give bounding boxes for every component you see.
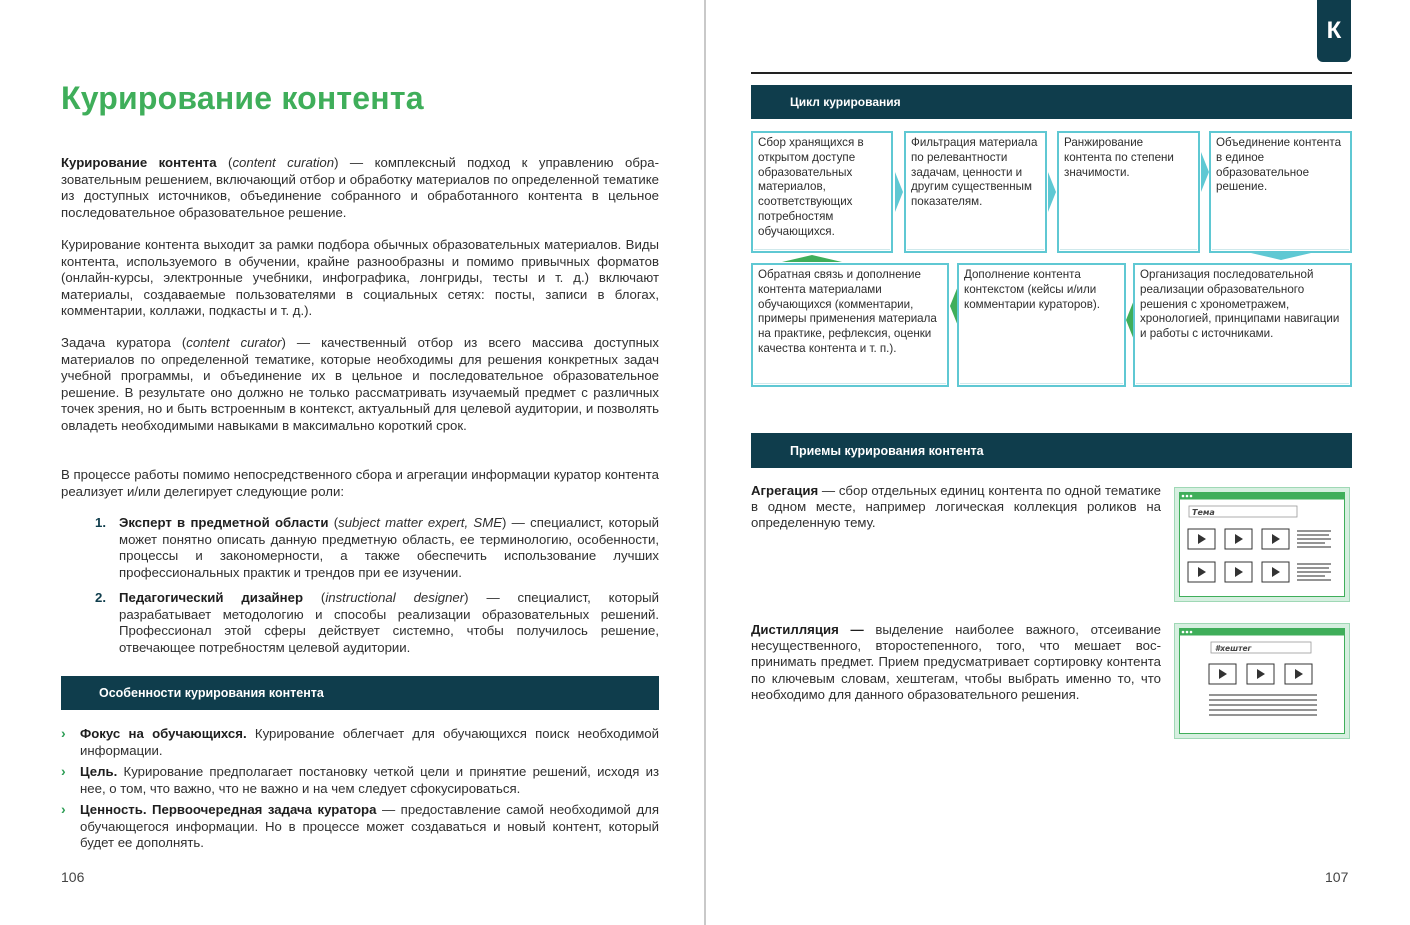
feature-item — [61, 802, 659, 852]
chevron-right-icon: › — [61, 725, 66, 741]
cycle-step: Организация последовательной реализации образовательного решения с хронометражем, хронологией, принципами навигации и работы с источниками. — [1133, 263, 1352, 387]
aggregation-illustration — [1174, 487, 1350, 602]
arrow-down-icon — [1251, 253, 1311, 260]
video-collection-icon — [1179, 492, 1345, 597]
role-term-en: subject matter expert, SME — [338, 515, 502, 530]
role-text: — специалист, который может понятно описать данную предметную область, ее терминологию, особенности, процессы и закономерности, а также обеспечить использование лучших профессиональных практик и трендов при ее изучении. — [119, 515, 659, 580]
role-number: 2. — [95, 590, 106, 605]
arrow-right-icon — [1201, 152, 1209, 192]
arrow-right-icon — [895, 172, 903, 212]
technique-aggregation — [751, 483, 1161, 532]
arrow-up-icon — [782, 255, 842, 262]
feature-lead: Ценность. Первоочередная задача куратора — [80, 802, 377, 817]
feature-text: Курирование предполагает постановку четкой цели и принятие решений, исходя из нее, о том, что важно, что не важно и на чем следует сфокусироваться. — [80, 764, 659, 796]
technique-lead: Дистилляция — — [751, 622, 864, 637]
feature-item — [61, 726, 659, 759]
hashtag-filter-icon — [1179, 628, 1345, 734]
technique-text: — сбор отдельных единиц контента по одной тематике в одном месте, например логическая коллекция роликов на определенную тему. — [751, 483, 1162, 531]
curator-text: ) — качественный отбор из всего массива доступных материалов по определенной тематике, которые необходимы для решения конкретных задач учебной программы, и объединение их в цельное и последовательное образовательное решение. В результате оно должно не только рассматривать изучаемый предмет с различных точек зрения, но и быть встроенным в контекст, актуальный для целевой аудитории, и позволять овладеть необходимыми навыками в максимально короткий срок. — [61, 335, 659, 433]
role-title: Педагогический дизайнер — [119, 590, 304, 605]
paragraph-definition: Курирование контента (content curation) — комплексный подход к управлению образовательным решением, включающий отбор и обработку материалов по определенной тематике из доступных источников, объединение собранного и обработанного контента в цельное последовательное образовательное решение. — [61, 155, 659, 220]
feature-lead: Фокус на обучающихся. — [80, 726, 247, 741]
header-rule — [751, 72, 1352, 74]
paragraph-content-types: Курирование контента выходит за рамки подбора обычных образовательных материалов. Виды контента, используемого в обучении, крайне разнообразны и помимо привычных форматов (онлайн-курсы, электронные учебники, инфографика, лонгриды, тесты и т. д.) включают материалы, создаваемые пользователями в социальных сетях: посты, записи в блогах, комментарии, коллажи, подкасты и т. д.). — [61, 237, 659, 319]
term: Курирование контента — [61, 155, 217, 170]
feature-text: Курирование облегчает для обучающихся поиск необходимой информации. — [80, 726, 659, 758]
features-heading: Особенности курирования контента — [61, 676, 659, 710]
cycle-step: Сбор хранящихся в открытом доступе образовательных материалов, соответствующих потребностям обучающихся. — [751, 131, 893, 253]
paragraph-roles-intro: В процессе работы помимо непосредственного сбора и агрегации информации куратор контента реализует и/или делегирует следующие роли: — [61, 467, 659, 499]
paragraph-curator-task — [61, 335, 659, 435]
illus-label: Тема — [1192, 508, 1215, 517]
role-item: 2. Педагогический дизайнер (instructional designer) — специалист, который разрабатывает методологию и способы реализации образовательных решений. Профессионал этой сферы действует системно, чтобы получилось решение, отвечающее потребностям целевой аудитории. — [95, 590, 660, 655]
feature-item — [61, 764, 659, 797]
right-page — [706, 0, 1410, 925]
cycle-heading: Цикл курирования — [751, 85, 1352, 119]
technique-text: выделение наиболее важного, отсеивание несущественного, второстепенного, того, что мешает воспринимать предмет. Прием предусматривает сортировку контента по ключевым словам, хештегам, чтобы выбрать именно то, что необходимо для данного образовательного решения. — [751, 622, 1161, 702]
technique-lead: Агрегация — [751, 483, 819, 498]
role-title: Эксперт в предметной области — [119, 515, 329, 530]
cycle-step: Ранжирование контента по степени значимости. — [1057, 131, 1200, 253]
curator-term-en: content curator — [186, 335, 282, 350]
role-item: 1. Эксперт в предметной области (subject matter expert, SME) — специалист, который может понятно описать данную предметную область, ее терминологию, особенности, процессы и закономерности, а также обеспечить использование лучших профессиональных практик и трендов при ее изучении. — [95, 515, 659, 580]
chevron-right-icon: › — [61, 763, 66, 779]
page-number: 106 — [61, 869, 85, 885]
role-text: — специалист, который разрабатывает методологию и способы реализации образовательных решений. Профессионал этой сферы действует системно, чтобы получилось решение, отвечающее потребностям целевой аудитории. — [119, 590, 660, 655]
technique-distillation — [751, 622, 1161, 703]
techniques-heading: Приемы курирования контента — [751, 433, 1352, 468]
role-term-en: instructional designer — [325, 590, 465, 605]
arrow-right-icon — [1048, 172, 1056, 212]
cycle-step: Обратная связь и дополнение контента материалами обучающихся (комментарии, примеры применения материала на практике, рефлексия, оценки качества контента и т. п.). — [751, 263, 949, 387]
chevron-right-icon: › — [61, 801, 66, 817]
feature-text: — предоставление самой необходимой для обучающегося информации. Но в процессе может создаваться и новый контент, который будет ее дополнять. — [80, 802, 659, 851]
curator-lead: Задача куратора ( — [61, 335, 187, 350]
illus-label: #хештег — [1215, 644, 1252, 653]
cycle-step: Объединение контента в единое образовательное решение. — [1209, 131, 1352, 253]
cycle-step: Дополнение контента контекстом (кейсы и/или комментарии кураторов). — [957, 263, 1126, 387]
page-title: Курирование контента — [61, 80, 424, 116]
page-number: 107 — [1325, 869, 1349, 885]
definition-text: комплексный подход к управлению образовательным решением, включающий отбор и обработку материалов по определенной тематике из доступных источников, объединение собранного и обработанного контента в цельное последовательное образовательное решение. — [61, 155, 659, 220]
distillation-illustration — [1174, 623, 1350, 739]
role-number: 1. — [95, 515, 106, 530]
section-tab: К — [1317, 0, 1351, 62]
term-en: content curation — [232, 155, 335, 170]
cycle-step: Фильтрация материала по релевантности задачам, ценности и другим существенным показателям. — [904, 131, 1047, 253]
feature-lead: Цель. — [80, 764, 118, 779]
